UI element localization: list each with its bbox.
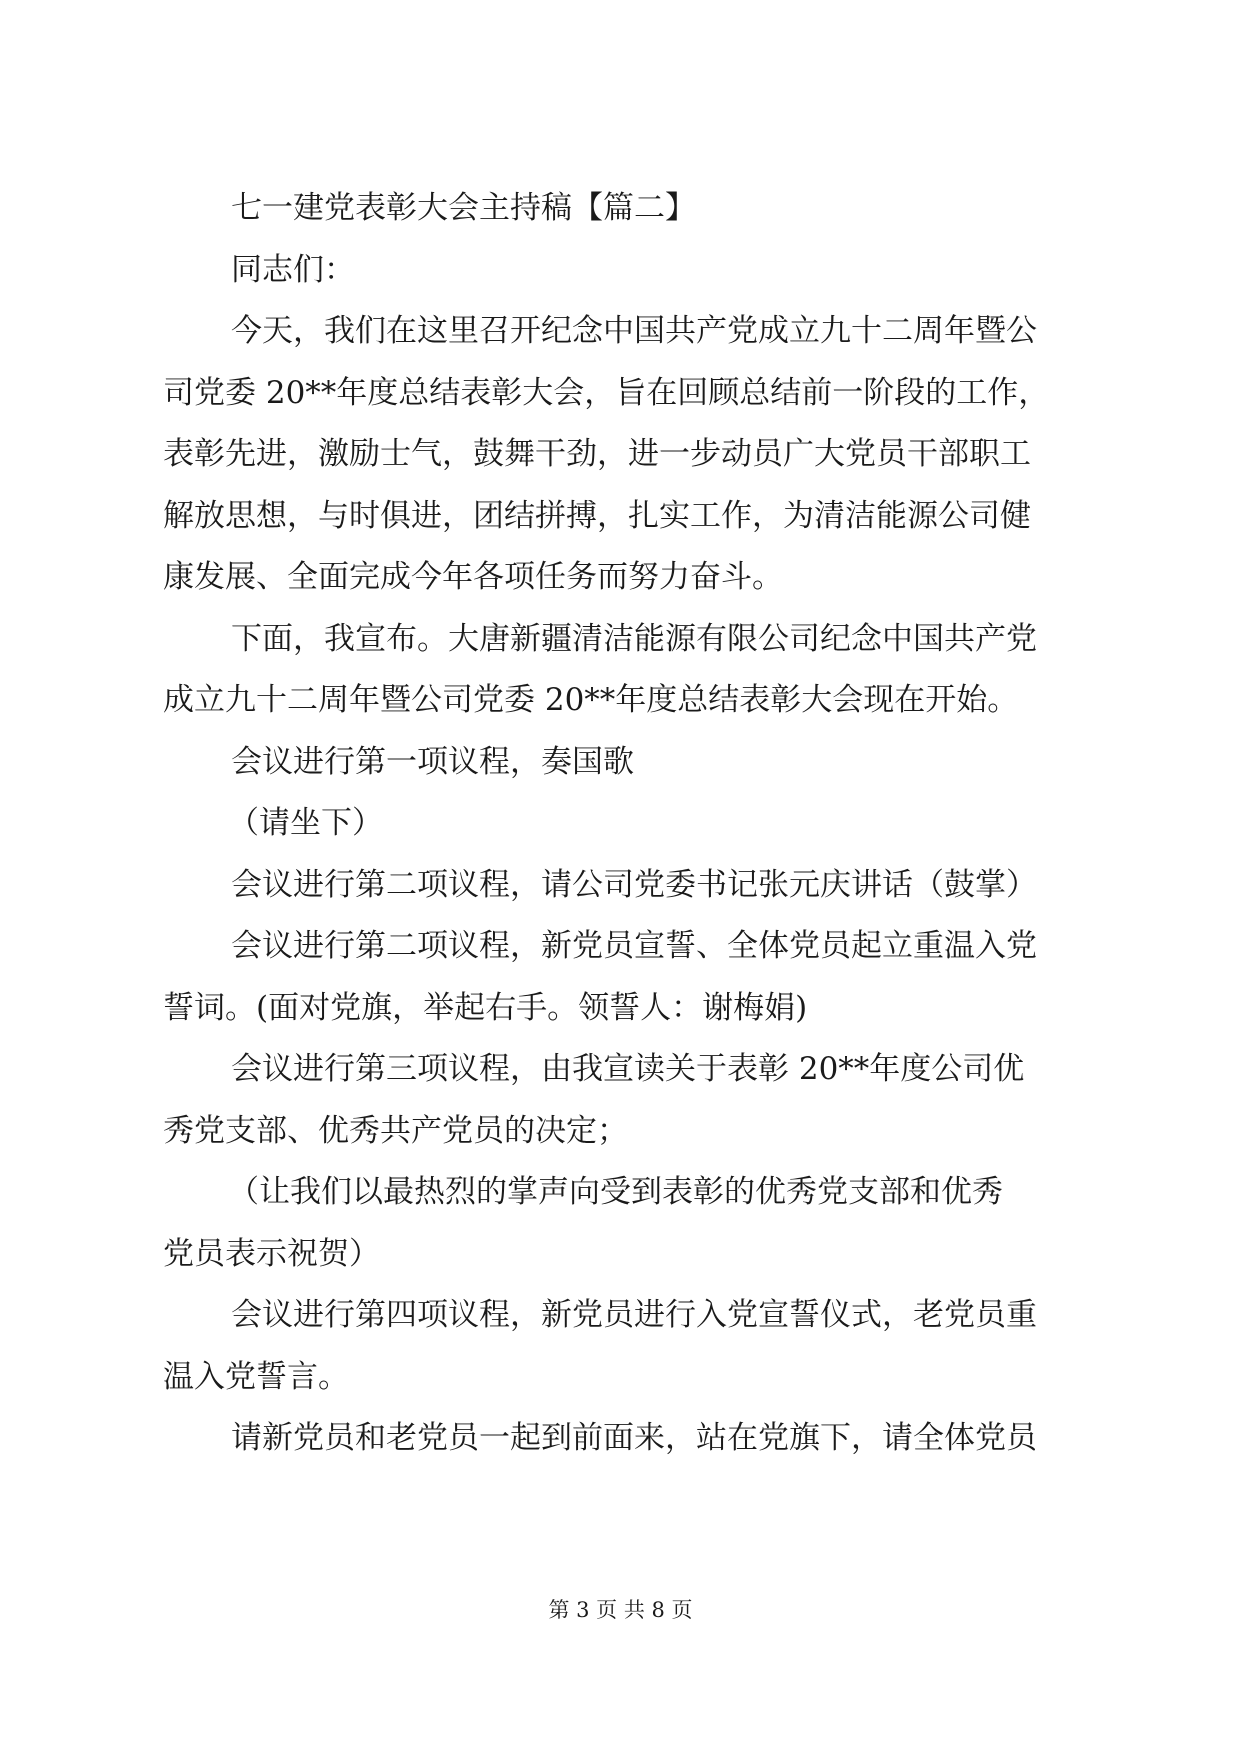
paragraph-sit-down xyxy=(163,793,1087,855)
text-line: 成立九十二周年暨公司党委 20**年度总结表彰大会现在开始。 xyxy=(163,682,1019,718)
text-line: （请坐下） xyxy=(228,805,383,841)
text-line: 同志们： xyxy=(231,251,355,288)
paragraph-agenda-2b xyxy=(163,916,1087,1039)
paragraph-closing xyxy=(163,1408,1087,1470)
text-line: 请新党员和老党员一起到前面来，站在党旗下，请全体党员 xyxy=(231,1420,1037,1456)
paragraph-agenda-1 xyxy=(163,732,1087,794)
text-line: 誓词。(面对党旗，举起右手。领誓人：谢梅娟) xyxy=(163,989,808,1026)
text-line: 解放思想，与时俱进，团结拼搏，扎实工作，为清洁能源公司健 xyxy=(163,497,1031,534)
text-line: 表彰先进，激励士气，鼓舞干劲，进一步动员广大党员干部职工 xyxy=(163,436,1031,472)
text-line: 会议进行第二项议程，请公司党委书记张元庆讲话（鼓掌） xyxy=(231,866,1037,903)
text-line: 下面，我宣布。大唐新疆清洁能源有限公司纪念中国共产党 xyxy=(231,620,1037,657)
text-line: （让我们以最热烈的掌声向受到表彰的优秀党支部和优秀 xyxy=(228,1174,1003,1210)
paragraph-agenda-2 xyxy=(163,855,1087,917)
paragraph-opening xyxy=(163,301,1087,609)
text-line: 党员表示祝贺） xyxy=(163,1235,380,1272)
paragraph-applause xyxy=(163,1162,1087,1285)
paragraph-announcement xyxy=(163,609,1087,732)
page-number: 第 3 页 共 8 页 xyxy=(548,1598,693,1622)
text-line: 秀党支部、优秀共产党员的决定； xyxy=(163,1112,628,1149)
text-line: 今天，我们在这里召开纪念中国共产党成立九十二周年暨公 xyxy=(231,313,1037,349)
document-body xyxy=(163,178,1087,1470)
salutation xyxy=(163,240,1087,302)
text-line: 康发展、全面完成今年各项任务而努力奋斗。 xyxy=(163,559,783,595)
page-footer xyxy=(0,1595,1241,1625)
text-line: 七一建党表彰大会主持稿【篇二】 xyxy=(231,190,696,226)
text-line: 会议进行第三项议程，由我宣读关于表彰 20**年度公司优 xyxy=(231,1051,1025,1087)
paragraph-agenda-4 xyxy=(163,1285,1087,1408)
document-title xyxy=(163,178,1087,240)
text-line: 温入党誓言。 xyxy=(163,1358,349,1395)
text-line: 会议进行第四项议程，新党员进行入党宣誓仪式，老党员重 xyxy=(231,1297,1037,1333)
text-line: 会议进行第一项议程，奏国歌 xyxy=(231,743,634,780)
text-line: 会议进行第二项议程，新党员宣誓、全体党员起立重温入党 xyxy=(231,928,1037,964)
text-line: 司党委 20**年度总结表彰大会，旨在回顾总结前一阶段的工作， xyxy=(163,374,1050,411)
paragraph-agenda-3 xyxy=(163,1039,1087,1162)
